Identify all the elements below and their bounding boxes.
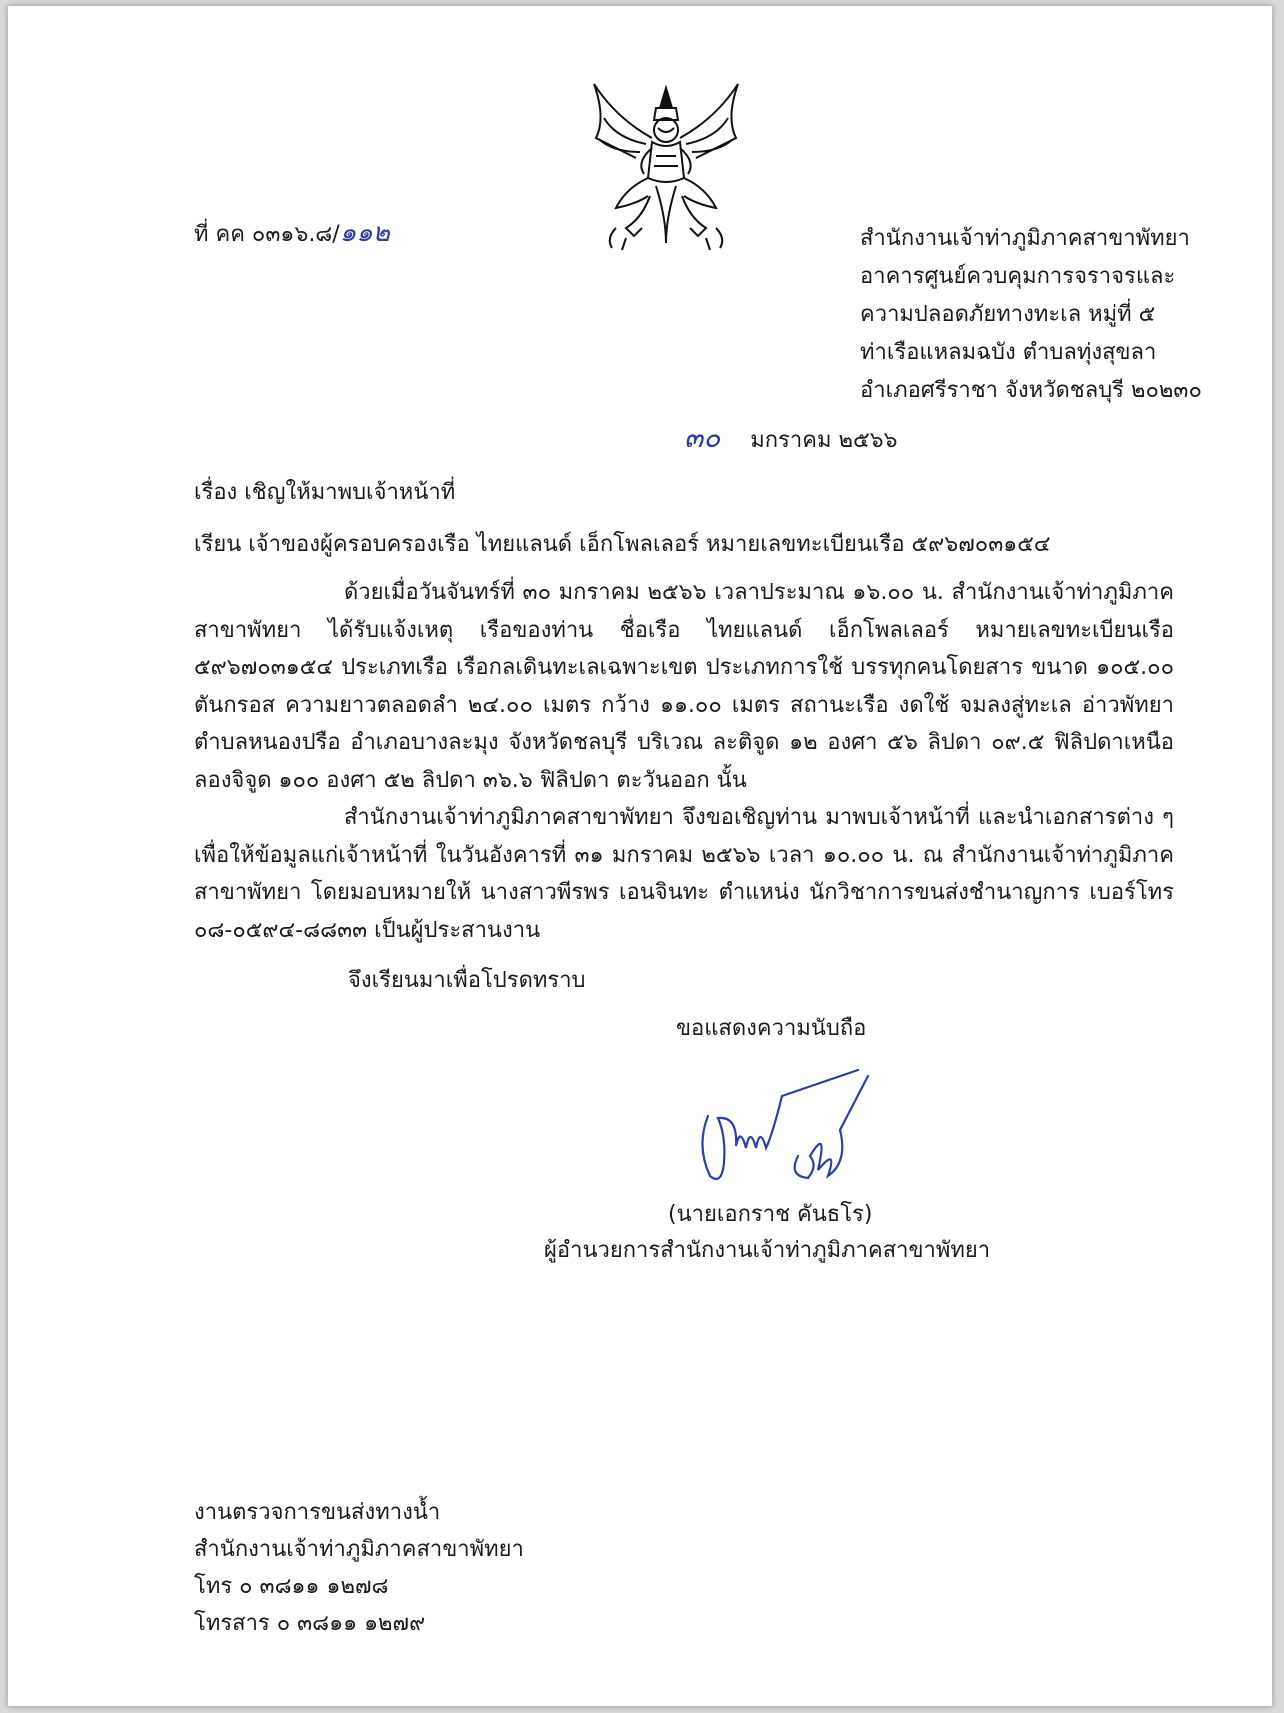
address-line: อาคารศูนย์ควบคุมการจราจรและ <box>860 264 1176 289</box>
footer-contact <box>194 1494 524 1642</box>
signatory-name: (นายเอกราช คันธโร) <box>668 1202 873 1227</box>
reference-prefix: ที่ คค ๐๓๑๖.๘/ <box>194 222 340 247</box>
signature-icon <box>688 1066 888 1186</box>
body-paragraph-2: สำนักงานเจ้าท่าภูมิภาคสาขาพัทยา จึงขอเชิญท่าน มาพบเจ้าหน้าที่ และนำเอกสารต่าง ๆ เพื่อให้ข้อมูลแก่เจ้าหน้าที่ ในวันอังคารที่ ๓๑ มกราคม ๒๕๖๖ เวลา ๑๐.๐๐ น. ณ สำนักงานเจ้าท่าภูมิภาคสาขาพัทยา โดยมอบหมายให้ นางสาวพีรพร เอนจินทะ ตำแหน่ง นักวิชาการขนส่งชำนาญการ เบอร์โทร ๐๘-๐๕๙๔-๘๘๓๓ เป็นผู้ประสานงาน <box>194 805 1174 943</box>
address-line: อำเภอศรีราชา จังหวัดชลบุรี ๒๐๒๓๐ <box>860 378 1202 403</box>
address-line: ความปลอดภัยทางทะเล หมู่ที่ ๕ <box>860 302 1156 327</box>
letter-date <box>684 421 898 454</box>
footer-line: สำนักงานเจ้าท่าภูมิภาคสาขาพัทยา <box>194 1537 524 1562</box>
subject-line: เรื่อง เชิญให้มาพบเจ้าหน้าที่ <box>194 480 456 505</box>
garuda-emblem-icon <box>586 78 746 253</box>
date-month-year: มกราคม ๒๕๖๖ <box>750 428 898 453</box>
body-paragraph-1: ด้วยเมื่อวันจันทร์ที่ ๓๐ มกราคม ๒๕๖๖ เวลาประมาณ ๑๖.๐๐ น. สำนักงานเจ้าท่าภูมิภาคสาขาพัทยา ได้รับแจ้งเหตุ เรือของท่าน ชื่อเรือ ไทยแลนด์ เอ็กโพลเลอร์ หมายเลขทะเบียนเรือ ๕๙๖๗๐๓๑๕๔ ประเภทเรือ เรือกลเดินทะเลเฉพาะเขต ประเภทการใช้ บรรทุกคนโดยสาร ขนาด ๑๐๕.๐๐ ตันกรอส ความยาวตลอดลำ ๒๔.๐๐ เมตร กว้าง ๑๑.๐๐ เมตร สถานะเรือ งดใช้ จมลงสู่ทะเล อ่าวพัทยา ตำบลหนองปรือ อำเภอบางละมุง จังหวัดชลบุรี บริเวณ ละติจูด ๑๒ องศา ๕๖ ลิปดา ๐๙.๕ ฟิลิปดาเหนือ ลองจิจูด ๑๐๐ องศา ๕๒ ลิปดา ๓๖.๖ ฟิลิปดา ตะวันออก นั้น <box>194 580 1174 793</box>
handwritten-day: ๓๐ <box>684 421 721 454</box>
closing-line: จึงเรียนมาเพื่อโปรดทราบ <box>348 968 586 993</box>
regards-text: ขอแสดงความนับถือ <box>676 1016 867 1041</box>
handwritten-reference-no: ๑๑๒ <box>339 218 390 248</box>
footer-line: งานตรวจการขนส่งทางน้ำ <box>194 1500 441 1525</box>
footer-line: โทร ๐ ๓๘๑๑ ๑๒๗๘ <box>194 1574 389 1599</box>
letter-page <box>8 6 1272 1706</box>
sender-address <box>860 220 1202 410</box>
address-line: สำนักงานเจ้าท่าภูมิภาคสาขาพัทยา <box>860 226 1190 251</box>
recipient-line: เรียน เจ้าของผู้ครอบครองเรือ ไทยแลนด์ เอ็กโพลเลอร์ หมายเลขทะเบียนเรือ ๕๙๖๗๐๓๑๕๔ <box>194 532 1051 557</box>
reference-number <box>194 220 390 246</box>
address-line: ท่าเรือแหลมฉบัง ตำบลทุ่งสุขลา <box>860 340 1157 365</box>
signatory-position: ผู้อำนวยการสำนักงานเจ้าท่าภูมิภาคสาขาพัทยา <box>544 1238 991 1263</box>
footer-line: โทรสาร ๐ ๓๘๑๑ ๑๒๗๙ <box>194 1611 426 1636</box>
